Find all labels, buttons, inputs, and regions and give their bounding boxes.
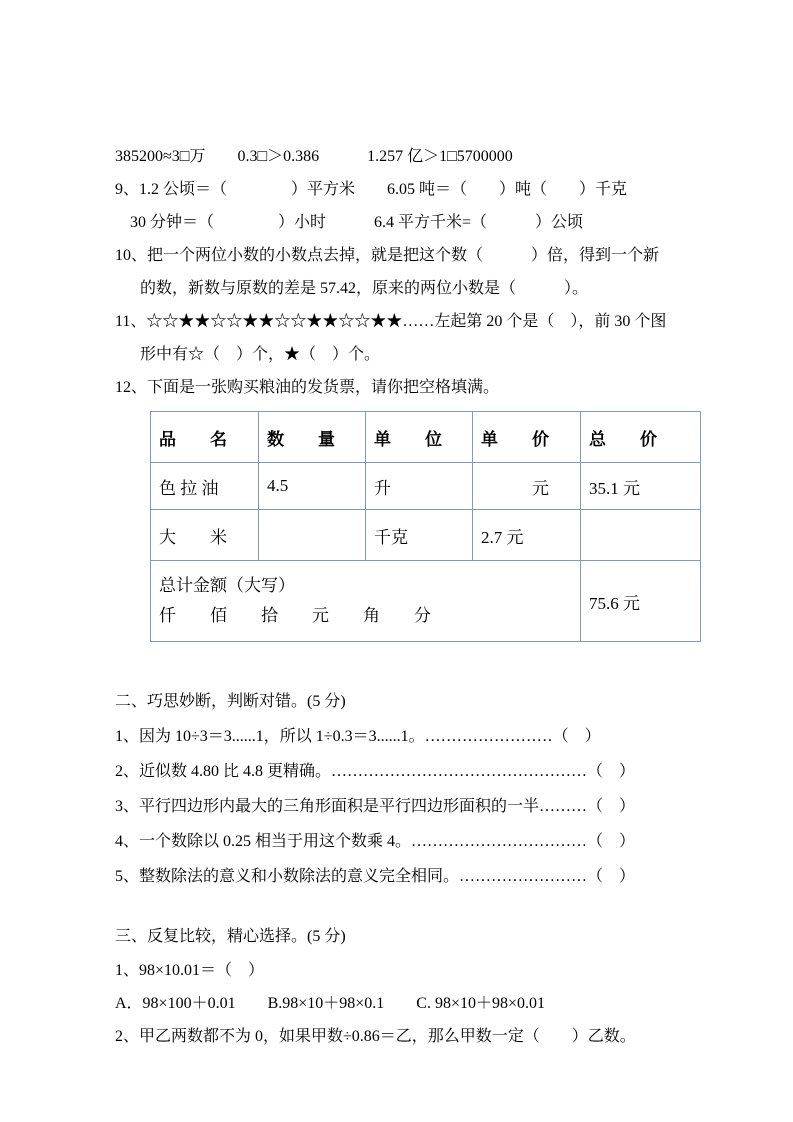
total-amount-value: 75.6 元 — [581, 561, 701, 642]
section-3-title: 三、反复比较，精心选择。(5 分) — [115, 928, 346, 945]
question-10-line-1: 10、把一个两位小数的小数点去掉，就是把这个数（ ）倍，得到一个新 — [115, 247, 660, 264]
cell-product-name: 色 拉 油 — [151, 463, 259, 510]
col-header-unit-price: 单 价 — [473, 412, 581, 463]
section-2-title: 二、巧思妙断，判断对错。(5 分) — [115, 693, 346, 710]
section-2-items — [115, 719, 713, 894]
cell-total-price: 35.1 元 — [581, 463, 701, 510]
judge-item-4: 4、一个数除以 0.25 相当于用这个数乘 4。……………………………（ ） — [115, 833, 636, 850]
question-11-line-1: 11、☆☆★★☆☆★★☆☆★★☆☆★★……左起第 20 个是（ ），前 30 个图 — [115, 313, 667, 330]
cell-unit-price: 元 — [473, 463, 581, 510]
invoice-row-salad-oil — [151, 463, 701, 510]
total-amount-label-line-1: 总计金额（大写） — [159, 576, 295, 595]
cell-unit-price: 2.7 元 — [473, 510, 581, 561]
col-header-total-price: 总 价 — [581, 412, 701, 463]
invoice-row-rice — [151, 510, 701, 561]
judge-item-5: 5、整数除法的意义和小数除法的意义完全相同。……………………（ ） — [115, 868, 636, 885]
cell-product-name: 大 米 — [151, 510, 259, 561]
cell-quantity: 4.5 — [259, 463, 366, 510]
question-11-line-2: 形中有☆（ ）个，★（ ）个。 — [140, 346, 381, 363]
cell-quantity — [259, 510, 366, 561]
cell-total-price — [581, 510, 701, 561]
choice-question-1: 1、98×10.01＝（ ） — [115, 962, 265, 979]
total-amount-label — [151, 561, 581, 642]
col-header-quantity: 数 量 — [259, 412, 366, 463]
question-10-line-2: 的数，新数与原数的差是 57.42，原来的两位小数是（ ）。 — [140, 280, 589, 297]
question-9-line-2: 30 分钟＝（ ）小时 6.4 平方千米=（ ）公顷 — [130, 214, 584, 231]
judge-item-3: 3、平行四边形内最大的三角形面积是平行四边形面积的一半………（ ） — [115, 798, 636, 815]
choice-question-1-options: A．98×100＋0.01 B.98×10＋98×0.1 C. 98×10＋98×0.01 — [115, 995, 546, 1012]
cell-unit: 升 — [366, 463, 473, 510]
judge-item-1: 1、因为 10÷3＝3......1，所以 1÷0.3＝3......1。……………………（ ） — [115, 728, 601, 745]
col-header-product-name: 品 名 — [151, 412, 259, 463]
question-9-line-1: 9、1.2 公顷＝（ ）平方米 6.05 吨＝（ ）吨（ ）千克 — [115, 181, 628, 198]
section-3 — [115, 919, 713, 1053]
invoice-table — [150, 411, 701, 642]
choice-question-2: 2、甲乙两数都不为 0，如果甲数÷0.86＝乙，那么甲数一定（ ）乙数。 — [115, 1028, 636, 1045]
total-amount-label-line-2: 仟 佰 拾 元 角 分 — [159, 606, 431, 625]
question-12: 12、下面是一张购买粮油的发货票，请你把空格填满。 — [115, 379, 500, 396]
judge-item-2: 2、近似数 4.80 比 4.8 更精确。…………………………………………（ ） — [115, 763, 636, 780]
col-header-unit: 单 位 — [366, 412, 473, 463]
cell-unit: 千克 — [366, 510, 473, 561]
number-comparison-line: 385200≈3□万 0.3□＞0.386 1.257 亿＞1□5700000 — [115, 148, 513, 165]
invoice-header-row — [151, 412, 701, 463]
worksheet-content — [115, 140, 713, 1053]
invoice-total-row — [151, 561, 701, 642]
